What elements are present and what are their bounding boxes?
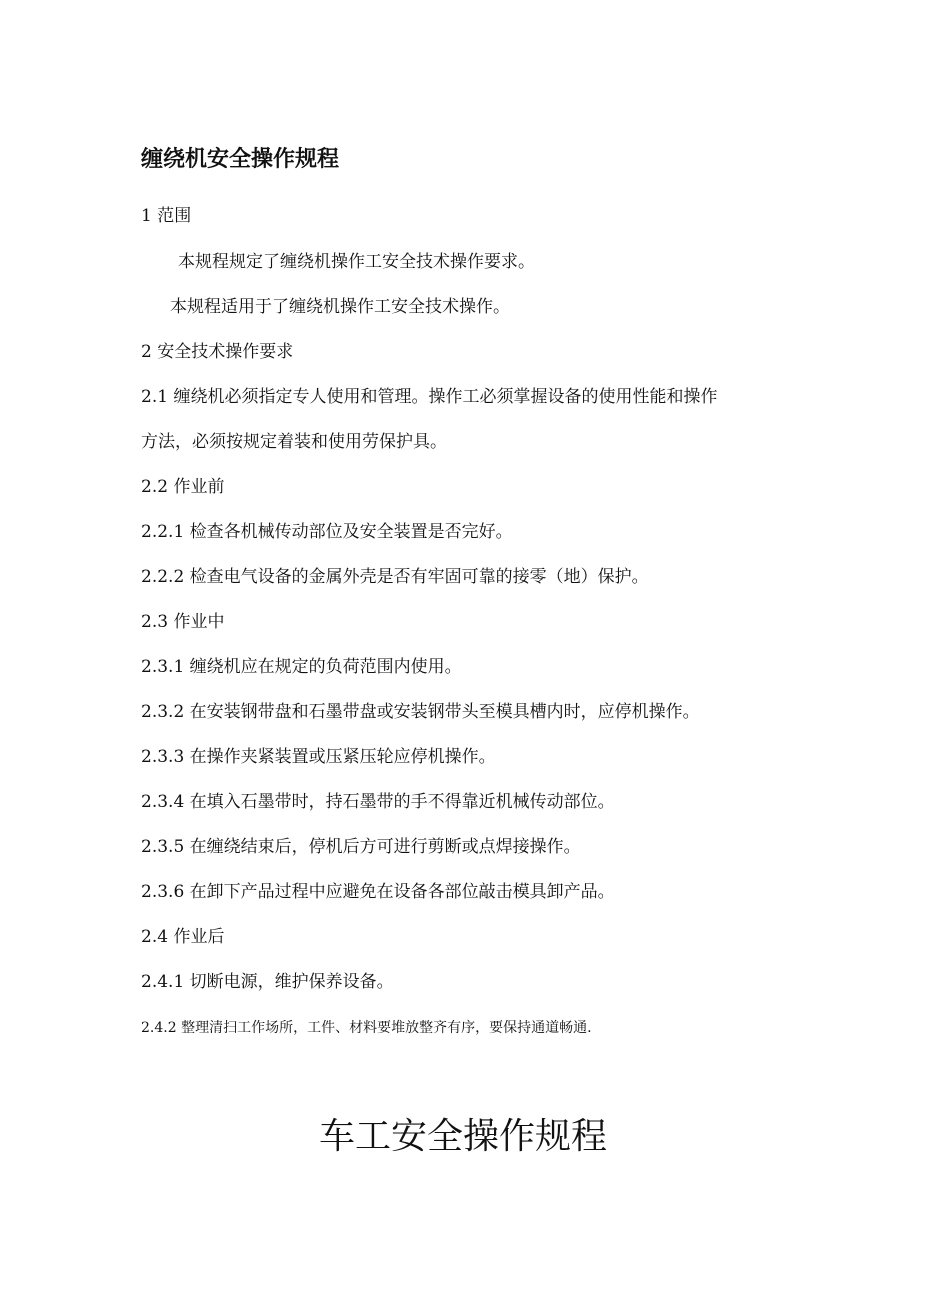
next-document-title: 车工安全操作规程 (318, 1116, 607, 1157)
paragraph: 2.1 缠绕机必须指定专人使用和管理。操作工必须掌握设备的使用性能和操作 (141, 387, 718, 407)
list-item: 2.3.5 在缠绕结束后，停机后方可进行剪断或点焊接操作。 (141, 837, 581, 857)
section-heading-requirements: 2 安全技术操作要求 (141, 342, 294, 362)
subsection-heading: 2.2 作业前 (141, 477, 225, 497)
list-item: 2.4.1 切断电源，维护保养设备。 (141, 972, 394, 992)
list-item: 2.2.2 检查电气设备的金属外壳是否有牢固可靠的接零（地）保护。 (141, 567, 649, 587)
subsection-heading: 2.3 作业中 (141, 612, 225, 632)
paragraph: 本规程规定了缠绕机操作工安全技术操作要求。 (178, 252, 535, 272)
paragraph: 方法，必须按规定着装和使用劳保护具。 (141, 432, 447, 452)
list-item: 2.4.2 整理清扫工作场所，工件、材料要堆放整齐有序，要保持通道畅通. (141, 1020, 592, 1036)
paragraph: 本规程适用于了缠绕机操作工安全技术操作。 (170, 297, 510, 317)
section-heading-scope: 1 范围 (141, 206, 192, 226)
list-item: 2.3.6 在卸下产品过程中应避免在设备各部位敲击模具卸产品。 (141, 882, 615, 902)
list-item: 2.3.3 在操作夹紧装置或压紧压轮应停机操作。 (141, 747, 496, 767)
list-item: 2.3.4 在填入石墨带时，持石墨带的手不得靠近机械传动部位。 (141, 792, 615, 812)
document-title: 缠绕机安全操作规程 (141, 147, 340, 172)
list-item: 2.3.1 缠绕机应在规定的负荷范围内使用。 (141, 657, 462, 677)
subsection-heading: 2.4 作业后 (141, 927, 225, 947)
list-item: 2.3.2 在安装钢带盘和石墨带盘或安装钢带头至模具槽内时，应停机操作。 (141, 702, 700, 722)
list-item: 2.2.1 检查各机械传动部位及安全装置是否完好。 (141, 522, 513, 542)
